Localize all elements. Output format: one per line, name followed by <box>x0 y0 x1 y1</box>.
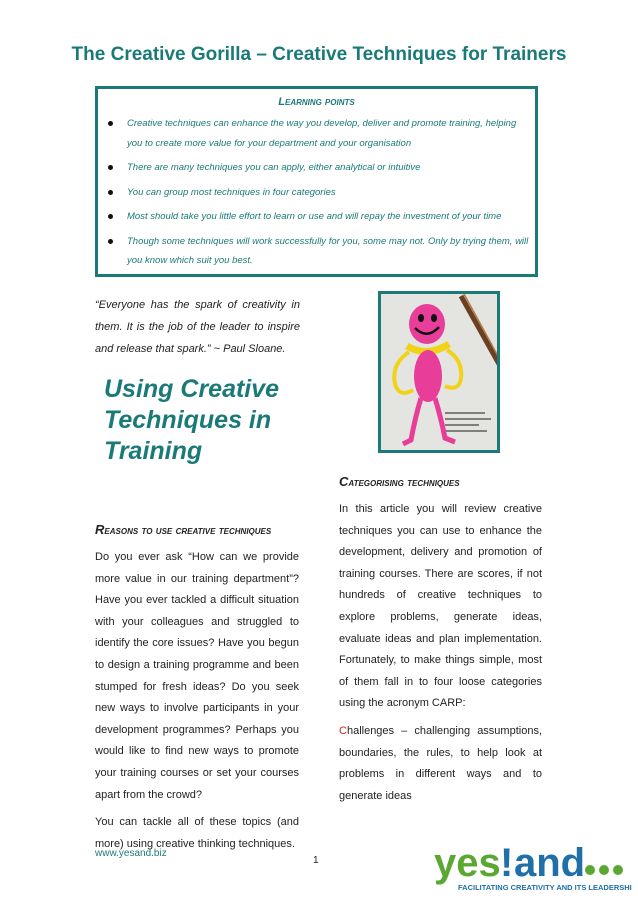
svg-text:!: ! <box>500 841 514 885</box>
document-title: The Creative Gorilla – Creative Techniques for Trainers <box>71 44 567 65</box>
challenges-paragraph <box>339 721 542 807</box>
reasons-column <box>95 522 299 861</box>
footer-url[interactable]: www.yesand.biz <box>95 848 167 859</box>
yesand-logo-graphic <box>432 838 632 894</box>
gorilla-toy-photo <box>378 291 500 453</box>
reasons-heading-initial: R <box>95 522 105 537</box>
challenges-initial: C <box>339 724 347 737</box>
learning-points-heading <box>98 96 535 108</box>
categorising-heading-initial: C <box>339 474 349 489</box>
categorising-heading <box>339 474 542 489</box>
gorilla-toy-image <box>381 294 497 450</box>
learning-points-box <box>95 86 538 277</box>
yesand-logo <box>432 838 632 894</box>
learning-point: Creative techniques can enhance the way you develop, deliver and promote training, helping you to create more value for your department and your organisation <box>106 114 530 153</box>
reasons-paragraph: Do you ever ask “How can we provide more value in our training department”? Have you ever tackled a difficult situation with your colleagues and struggled to identify the core issues? Have you begun to design a training programme and been stumped for fresh ideas? Do you seek new ways to involve participants in your development programmes? Perhaps you would like to find new ways to promote your training courses or set your courses apart from the crowd? <box>95 551 299 801</box>
quote: “Everyone has the spark of creativity in them. It is the job of the leader to inspire and release that spark.” ~ Paul Sloane. <box>95 299 300 355</box>
reasons-paragraph: You can tackle all of these topics (and more) using creative thinking techniques. <box>95 816 299 850</box>
learning-points-heading-text: Learning points <box>278 96 355 108</box>
reasons-heading <box>95 522 299 537</box>
categorising-column <box>339 474 542 813</box>
main-heading: Using Creative Techniques in Training <box>104 375 280 465</box>
learning-point: Though some techniques will work successfully for you, some may not. Only by trying them, will you know which suit you best. <box>106 232 530 271</box>
svg-text:and: and <box>514 841 586 885</box>
challenges-text: hallenges – challenging assumptions, boundaries, the rules, to help look at problems in different ways and to generate ideas <box>339 724 542 802</box>
svg-text:FACILITATING CREATIVITY AND IT: FACILITATING CREATIVITY AND ITS LEADERSHIP <box>458 883 632 892</box>
categorising-paragraph: In this article you will review creative techniques you can use to enhance the development, delivery and promotion of training courses. There are scores, if not hundreds of creative techniques to explore problems, generate ideas, evaluate ideas and plan implementation. Fortunately, to make things simple, most of them fall in to four loose categories using the acronym CARP: <box>339 503 542 710</box>
learning-point: You can group most techniques in four categories <box>106 183 530 203</box>
categorising-heading-rest: ategorising techniques <box>348 475 460 489</box>
reasons-heading-rest: easons to use creative techniques <box>104 523 272 537</box>
svg-text:yes: yes <box>434 841 501 885</box>
learning-points-list <box>106 114 530 276</box>
page-number: 1 <box>313 855 319 866</box>
learning-point: Most should take you little effort to learn or use and will repay the investment of your time <box>106 207 530 227</box>
learning-point: There are many techniques you can apply, either analytical or intuitive <box>106 158 530 178</box>
